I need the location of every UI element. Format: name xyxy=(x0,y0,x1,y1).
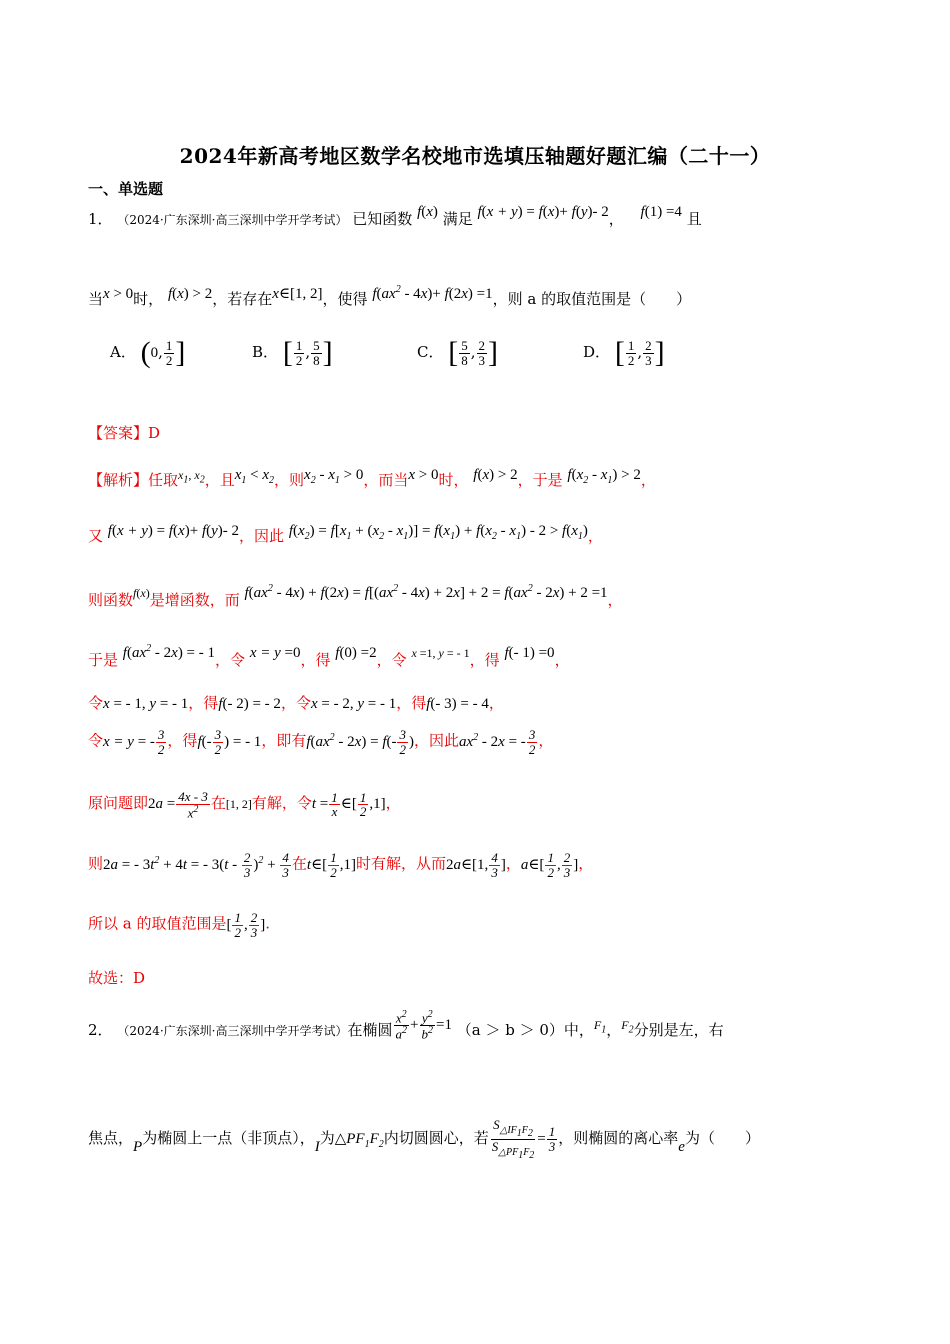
option-bracket: ] xyxy=(175,336,186,369)
fraction-num: 5 xyxy=(461,337,468,353)
option-bracket: ] xyxy=(322,336,333,369)
fraction-num: 5 xyxy=(313,337,320,353)
math-xpos: x > 0 xyxy=(408,467,439,483)
math-xyneg32: x = y = - $\frac{3}{2}$ xyxy=(103,727,165,757)
q2-math-ellipse: $\frac{x^2}{a^2}$ + $\frac{y^2}{b^2}$ =1 xyxy=(395,1009,452,1042)
q2-condition: （a ＞ b ＞ 0）中， xyxy=(456,1020,594,1039)
option-bracket: [ xyxy=(448,336,459,369)
analysis-text: ，令 xyxy=(376,651,407,669)
analysis-line-2: 又 f(x + y) = f(x)+ f(y)- 2，因此 $f(x_2) = f[x_1 + (x_2 - x_1)] = f(x_1) + f(x_2 - x_1) - 2 > f(x_1)$， xyxy=(88,523,603,545)
analysis-text: ，因此 xyxy=(239,527,285,545)
analysis-text: ，因此 xyxy=(413,731,459,750)
analysis-line-7: 原问题即2a = $\frac{4x - 3}{x^2}$ 在[1, 2]有解，令t = $\frac{1}{x}$ ∈[ $\frac{1}{2}$ ,1]， xyxy=(88,789,401,820)
analysis-text: ，且 xyxy=(204,471,235,489)
q2-stem-text: ，则椭圆的离心率 xyxy=(558,1129,679,1148)
math-fneg1: $f(ax^2 - 2x)$ = - 1 xyxy=(122,643,216,661)
q1-stem-text: 且 xyxy=(686,210,702,228)
analysis-text: 又 xyxy=(88,527,104,545)
fraction-den: 3 xyxy=(645,352,652,368)
option-a[interactable]: A． (0, $\frac{1}{2}$ ] xyxy=(110,336,186,369)
q2-stem-text: 焦点， xyxy=(88,1129,134,1148)
option-fraction xyxy=(459,339,470,367)
analysis-text: ，得 xyxy=(469,651,500,669)
analysis-text: 是增函数，而 xyxy=(149,591,240,609)
analysis-line-5: 令x = - 1, y = - 1，得f(- 2) = - 2，令x = - 2, y = - 1，得f(- 3) = - 4， xyxy=(88,694,504,712)
q2-math-e: e xyxy=(678,1139,685,1156)
option-fraction xyxy=(164,339,175,367)
math-interval: [1, 2] xyxy=(225,797,252,812)
math-2a: 2a = $\frac{4x - 3}{x^2}$ xyxy=(148,789,208,820)
analysis-text: ，而当 xyxy=(363,471,409,489)
math-monotone-proof: $f(x_2) = f[x_1 + (x_2 - x_1)] = f(x_1) + f(x_2 - x_1) - 2 > f(x_1)$ xyxy=(288,523,588,542)
math-equal: $f(ax^2 - 2x) = f(-$ $\frac{3}{2}$ ) xyxy=(306,727,414,757)
analysis-line-4: 于是 $f(ax^2 - 2x)$ = - 1，令 x = y =0，得 f(0) =2，令 $^{x =1, y = - 1}$，得 f(- 1) =0， xyxy=(88,643,570,669)
analysis-text: ，令 xyxy=(215,651,246,669)
fraction-den: 8 xyxy=(461,352,468,368)
q1-stem-text: 当 xyxy=(88,290,104,308)
q2-stem-line1: 2． （2024·广东深圳·高三深圳中学开学考试）在椭圆 $\frac{x^2}{a^2}$ + $\frac{y^2}{b^2}$ =1 （a ＞ b ＞ 0）中，$^{F_1}$，$^{F_2}$分别是左，右 xyxy=(88,1009,724,1042)
analysis-text: 令 xyxy=(88,731,104,750)
q2-math-area-ratio: $\frac{S_{\triangle IF_1F_2}}{S_{\triangle PF_1F_2}}$ = $\frac{1}{3}$ xyxy=(491,1117,556,1161)
math-diffpos: $x_2 - x_1 > 0$ xyxy=(304,467,364,486)
math-x1x2: x1, x2 xyxy=(178,468,205,486)
analysis-text: ，即有 xyxy=(261,731,307,750)
analysis-text: ，得 xyxy=(300,651,331,669)
analysis-text: 令 xyxy=(88,694,104,712)
section-heading: 一、单选题 xyxy=(88,180,164,198)
q1-math-condition: $f(ax^2 - 4x)+ f(2x) =1$ xyxy=(372,284,493,302)
fraction-den: 2 xyxy=(295,352,303,368)
analysis-line-9: 所以 a 的取值范围是[ $\frac{1}{2}$ , $\frac{2}{3}$ ]. xyxy=(88,910,271,940)
q1-math-xpos: x > 0 xyxy=(103,286,134,302)
option-bracket: ( xyxy=(140,336,151,369)
q2-math-f1: F1 xyxy=(593,1017,607,1036)
math-fneg32: f(- $\frac{3}{2}$ ) = - 1 xyxy=(197,727,262,757)
q1-source: （2024·广东深圳·高三深圳中学开学考试） xyxy=(117,213,348,227)
math-trange: t∈[ $\frac{1}{2}$ ,1] xyxy=(306,850,356,880)
q1-number: 1． xyxy=(88,210,113,228)
option-fraction xyxy=(311,339,322,367)
conclusion-line: 故选：D xyxy=(88,969,146,987)
math-t: t = $\frac{1}{x}$ ∈[ $\frac{1}{2}$ ,1] xyxy=(311,789,386,820)
analysis-text: ，得 xyxy=(396,694,427,712)
option-bracket: [ xyxy=(282,336,293,369)
option-label: A． xyxy=(110,343,136,361)
q2-math-f2: F2 xyxy=(621,1017,634,1036)
analysis-line-1: 【解析】任取$^{x_1, x_2}$，且$x_1 < x_2$，则$x_2 - x_1 > 0$，而当x > 0时， f(x) > 2，于是 $f(x_2 - x_1) > 2$， xyxy=(88,467,656,489)
q1-math-fx: f(x) xyxy=(417,204,438,220)
analysis-text: ，令 xyxy=(280,694,311,712)
q1-stem-text: 已知函数 xyxy=(352,210,413,228)
option-label: C． xyxy=(417,343,444,361)
q2-stem-text: 内切圆圆心，若 xyxy=(383,1129,489,1148)
math-final-range: [ $\frac{1}{2}$ , $\frac{2}{3}$ ] xyxy=(226,910,266,940)
q2-stem-text: 为（ ） xyxy=(684,1129,760,1148)
q1-stem-text: 时， xyxy=(133,290,164,308)
option-b[interactable]: B． [ $\frac{1}{2}$ , $\frac{5}{8}$ ] xyxy=(252,336,333,369)
math-fgt2: f(x) > 2 xyxy=(473,467,518,483)
fraction-den: 2 xyxy=(627,352,635,368)
analysis-text: 则函数 xyxy=(88,591,134,609)
q2-source: （2024·广东深圳·高三深圳中学开学考试） xyxy=(117,1023,348,1038)
math-quadratic: 2a = - $3t^2 + 4t$ = - 3(t - $\frac{2}{3}$ )$^2$ + $\frac{4}{3}$ xyxy=(103,850,289,880)
fraction-den: 3 xyxy=(478,352,486,368)
option-bracket: [ xyxy=(614,336,625,369)
q1-math-functional-eq: f(x + y) = f(x)+ f(y)- 2 xyxy=(477,204,609,220)
q2-number: 2． xyxy=(88,1020,113,1039)
math-xy0: x = y =0 xyxy=(249,645,301,661)
analysis-text: ，于是 xyxy=(517,471,563,489)
page-title: 2024年新高考地区数学名校地市选填压轴题好题汇编（二十一） xyxy=(179,144,771,168)
q1-stem-text: ，使得 xyxy=(322,290,368,308)
math-fdiff: $f(x_2 - x_1) > 2$ xyxy=(567,467,641,486)
analysis-text: 原问题即 xyxy=(88,794,149,813)
fraction-den: 2 xyxy=(165,352,173,368)
math-xneg2: x = - 2, y = - 1 xyxy=(310,696,397,712)
option-label: B． xyxy=(252,343,279,361)
q1-stem-text: ，若存在 xyxy=(212,290,273,308)
option-value: 0 xyxy=(150,345,159,361)
fraction-num: 2 xyxy=(645,337,652,353)
q2-math-i: I xyxy=(314,1139,320,1156)
q2-stem-text: 为△ xyxy=(319,1129,347,1148)
q2-stem-text: 在椭圆 xyxy=(347,1020,393,1039)
option-bracket: ] xyxy=(654,336,665,369)
analysis-line-8: 则2a = - $3t^2 + 4t$ = - 3(t - $\frac{2}{3}$ )$^2$ + $\frac{4}{3}$ 在t∈[ $\frac{1}{2}$ ,1]时有解，从而2a∈[1, $\frac{4}{3}$ ]，a∈[ $\frac{1}{2}$ , $\frac{2}{3}$ ]， xyxy=(88,850,594,880)
math-x1ltx2: $x_1 < x_2$ xyxy=(234,467,275,486)
analysis-text: 在 xyxy=(210,794,226,813)
q1-stem-text: 满足 xyxy=(442,210,473,228)
math-arange: a∈[ $\frac{1}{2}$ , $\frac{2}{3}$ ] xyxy=(520,850,579,880)
math-fneg3: f(- 3) = - 4 xyxy=(426,696,489,712)
fraction-num: 2 xyxy=(478,337,486,353)
fraction-den: 8 xyxy=(313,352,320,368)
option-d[interactable]: D． [ $\frac{1}{2}$ , $\frac{2}{3}$ ] xyxy=(583,336,665,369)
analysis-line-6: 令x = y = - $\frac{3}{2}$ ，得f(- $\frac{3}{2}$ ) = - 1，即有$f(ax^2 - 2x) = f(-$ $\frac{3}{2}$ )，因此$ax^2 - 2x$ = - $\frac{3}{2}$ ， xyxy=(88,727,554,757)
option-fraction xyxy=(477,339,488,367)
analysis-text: ，得 xyxy=(188,694,219,712)
math-xneg1: x = - 1, y = - 1 xyxy=(103,696,189,712)
q2-math-triangle: $PF_1F_2$ xyxy=(346,1131,384,1151)
q2-stem-line2 xyxy=(88,1118,760,1161)
q1-stem-text: ，则 a 的取值范围是（ ） xyxy=(492,290,692,308)
option-label: D． xyxy=(583,343,611,361)
analysis-text: 所以 a 的取值范围是 xyxy=(88,914,227,933)
math-eq-result: $ax^2 - 2x$ = - $\frac{3}{2}$ xyxy=(459,727,536,757)
q1-math-f1: f(1) =4 xyxy=(640,204,682,220)
math-2arange: 2a∈[1, $\frac{4}{3}$ ] xyxy=(445,850,506,880)
q1-stem-line1: 1． （2024·广东深圳·高三深圳中学开学考试） 已知函数 f(x) 满足 f(x + y) = f(x)+ f(y)- 2， f(1) =4 且 xyxy=(88,204,702,228)
analysis-text: 有解，令 xyxy=(251,794,312,813)
math-x1yneg1: x =1, y = - 1 xyxy=(411,646,470,660)
q2-stem-text: 为椭圆上一点（非顶点）， xyxy=(142,1129,315,1148)
answer-line: 【答案】D xyxy=(88,424,161,442)
q1-stem-line2 xyxy=(88,284,691,308)
analysis-text: 任取 xyxy=(148,471,179,489)
option-bracket: ] xyxy=(488,336,499,369)
analysis-text: ，则 xyxy=(274,471,305,489)
analysis-line-3: 则函数$^{f(x)}$是增函数，而 $f(ax^2 - 4x) + f(2x) = f[(ax^2 - 4x) + 2x] + 2 = f(ax^2 - 2x) + 2 =1$， xyxy=(88,583,623,609)
math-f0: f(0) =2 xyxy=(335,645,377,661)
fraction-num: 1 xyxy=(295,337,303,353)
analysis-text: 于是 xyxy=(88,651,119,669)
analysis-text: 则 xyxy=(88,854,104,873)
q2-math-p: P xyxy=(133,1139,143,1156)
math-fneg2: f(- 2) = - 2 xyxy=(218,696,281,712)
option-c[interactable]: C． [ $\frac{5}{8}$ , $\frac{2}{3}$ ] xyxy=(417,336,499,369)
analysis-text: 时有解，从而 xyxy=(355,854,446,873)
analysis-label: 【解析】 xyxy=(88,471,149,489)
option-fraction xyxy=(626,339,637,367)
analysis-text: 时， xyxy=(438,471,469,489)
math-transform: $f(ax^2 - 4x) + f(2x) = f[(ax^2 - 4x) + 2x] + 2 = f(ax^2 - 2x) + 2 =1$ xyxy=(244,583,608,601)
q2-stem-text: 分别是左，右 xyxy=(633,1020,724,1039)
option-fraction xyxy=(294,339,305,367)
math-fneg1-0: f(- 1) =0 xyxy=(504,645,555,661)
fraction-num: 1 xyxy=(627,337,635,353)
analysis-text: 在 xyxy=(291,854,307,873)
option-fraction xyxy=(643,339,654,367)
analysis-text: ，得 xyxy=(167,731,198,750)
fraction-num: 1 xyxy=(165,337,173,353)
q1-math-xin: x∈[1, 2] xyxy=(272,286,323,302)
math-fx: f(x) xyxy=(133,586,150,600)
q1-math-fgt2: f(x) > 2 xyxy=(167,286,213,302)
math-functional-eq: f(x + y) = f(x)+ f(y)- 2 xyxy=(107,523,240,539)
